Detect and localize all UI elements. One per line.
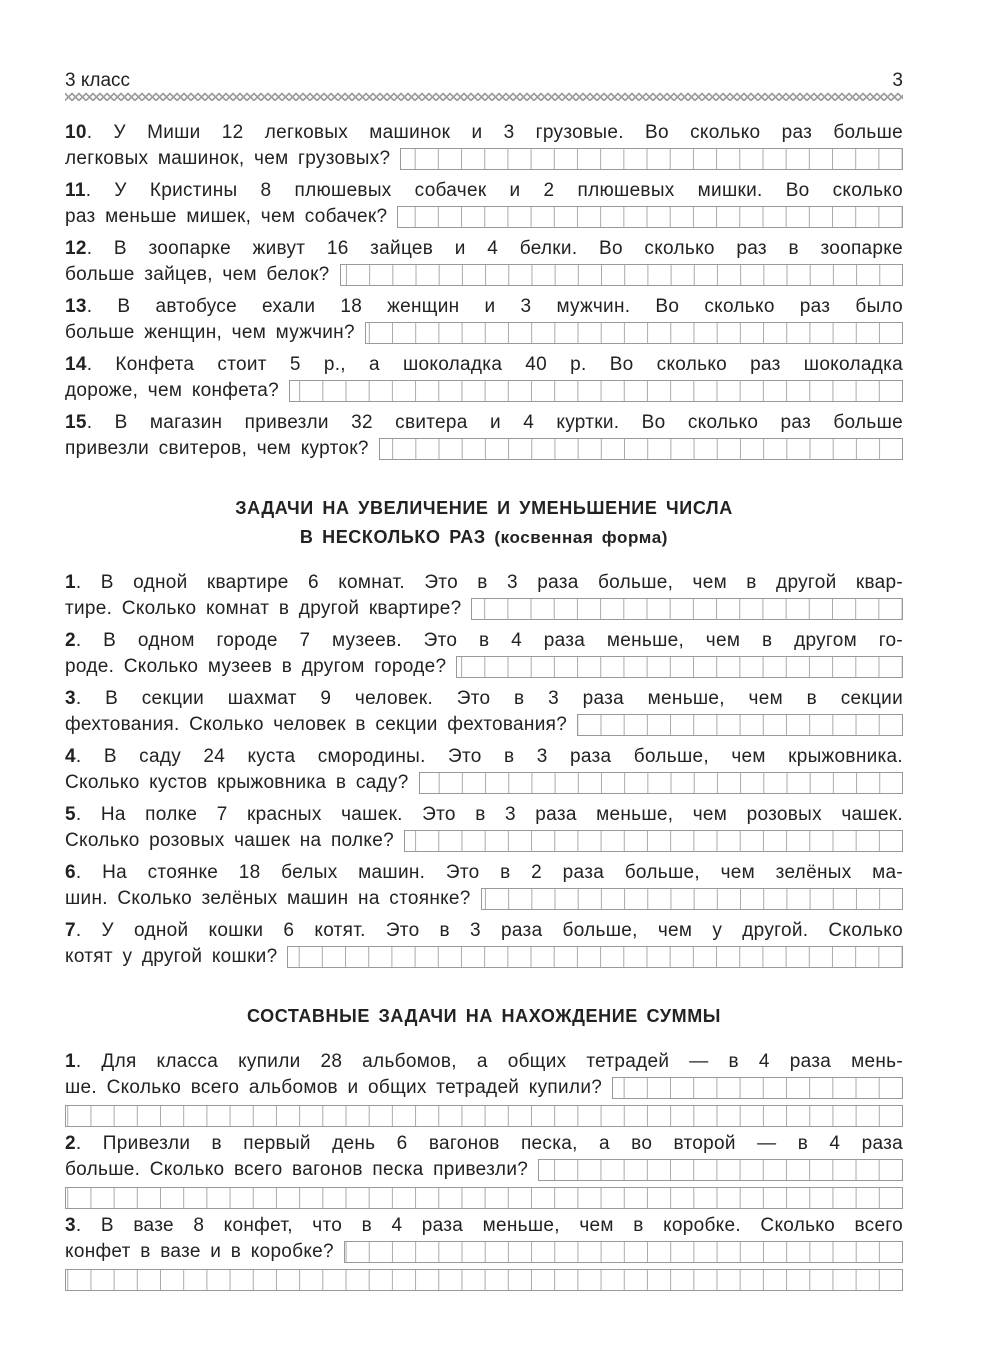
answer-grid[interactable] <box>481 888 903 910</box>
problem-question: раз меньше мишек, чем собачек? <box>65 206 388 227</box>
decorative-divider <box>65 92 903 101</box>
problem-line-2 <box>65 1075 903 1101</box>
problem-text: . У одной кошки 6 котят. Это в 3 раза больше, чем у другой. Сколько <box>75 920 903 941</box>
problem-number: 13 <box>65 296 87 317</box>
section-heading-2-line2 <box>0 527 968 548</box>
problem <box>65 1131 903 1209</box>
problem-line-2 <box>65 378 903 404</box>
problem-text: . В одной квартире 6 комнат. Это в 3 раза больше, чем в другой квар- <box>75 572 903 593</box>
problem-line-2 <box>65 1239 903 1265</box>
answer-grid[interactable] <box>538 1159 903 1181</box>
page-number: 3 <box>892 70 903 91</box>
problem-number: 1 <box>65 572 76 593</box>
problem-number: 15 <box>65 412 87 433</box>
heading-main: В НЕСКОЛЬКО РАЗ <box>299 527 486 547</box>
problem-number: 5 <box>65 804 76 825</box>
answer-grid[interactable] <box>287 946 903 968</box>
problem-number: 14 <box>65 354 87 375</box>
problem-number: 6 <box>65 862 76 883</box>
problem-line-2 <box>65 770 903 796</box>
answer-grid[interactable] <box>612 1077 903 1099</box>
answer-grid[interactable] <box>419 772 903 794</box>
problem-line-1 <box>65 1049 903 1075</box>
problem-text: . В автобусе ехали 18 женщин и 3 мужчин. Во сколько раз было <box>86 296 903 317</box>
answer-grid[interactable] <box>344 1241 903 1263</box>
answer-grid[interactable] <box>577 714 903 736</box>
problem-number: 11 <box>65 180 86 201</box>
problem-number: 7 <box>65 920 76 941</box>
grade-label: 3 класс <box>65 70 131 91</box>
problem-question: больше. Сколько всего вагонов песка привезли? <box>65 1159 529 1180</box>
problem <box>65 236 903 288</box>
problem <box>65 918 903 970</box>
problem-question: котят у другой кошки? <box>65 946 278 967</box>
answer-grid[interactable] <box>289 380 903 402</box>
answer-grid[interactable] <box>471 598 903 620</box>
problem-line-2 <box>65 828 903 854</box>
problem-text: . На стоянке 18 белых машин. Это в 2 раза больше, чем зелёных ма- <box>75 862 903 883</box>
problem <box>65 570 903 622</box>
answer-grid[interactable] <box>400 148 903 170</box>
problem-question: ше. Сколько всего альбомов и общих тетрадей купили? <box>65 1077 603 1098</box>
problem-text: . Привезли в первый день 6 вагонов песка, а во второй — в 4 раза <box>75 1133 903 1154</box>
problem-line-2 <box>65 596 903 622</box>
problem <box>65 178 903 230</box>
problem-text: . У Кристины 8 плюшевых собачек и 2 плюшевых мишки. Во сколько <box>85 180 903 201</box>
problem-number: 3 <box>65 688 76 709</box>
problem-line-1 <box>65 860 903 886</box>
problem-line-1 <box>65 744 903 770</box>
problem <box>65 294 903 346</box>
problem <box>65 744 903 796</box>
problem <box>65 860 903 912</box>
problem-text: . Конфета стоит 5 р., а шоколадка 40 р. Во сколько раз шоколадка <box>86 354 903 375</box>
problem-line-1 <box>65 686 903 712</box>
problem-line-1 <box>65 294 903 320</box>
problem-question: легковых машинок, чем грузовых? <box>65 148 391 169</box>
problem <box>65 802 903 854</box>
problem-text: . В магазин привезли 32 свитера и 4 куртки. Во сколько раз больше <box>86 412 903 433</box>
problem-line-2 <box>65 944 903 970</box>
problem <box>65 410 903 462</box>
problem-line-2 <box>65 262 903 288</box>
problem-question: привезли свитеров, чем курток? <box>65 438 369 459</box>
problem-line-1 <box>65 236 903 262</box>
problem-question: конфет в вазе и в коробке? <box>65 1241 334 1262</box>
problem-line-2 <box>65 320 903 346</box>
problem-line-1 <box>65 352 903 378</box>
problem-line-1 <box>65 120 903 146</box>
problem-line-2 <box>65 712 903 738</box>
solution-grid[interactable] <box>65 1269 903 1291</box>
problem-question: тире. Сколько комнат в другой квартире? <box>65 598 462 619</box>
problem <box>65 628 903 680</box>
answer-grid[interactable] <box>379 438 903 460</box>
problem-number: 3 <box>65 1215 76 1236</box>
problem-number: 4 <box>65 746 76 767</box>
problem-text: . В вазе 8 конфет, что в 4 раза меньше, чем в коробке. Сколько всего <box>75 1215 903 1236</box>
problem-question: шин. Сколько зелёных машин на стоянке? <box>65 888 471 909</box>
problem <box>65 1213 903 1291</box>
problem-question: фехтования. Сколько человек в секции фехтования? <box>65 714 568 735</box>
problem-line-1 <box>65 628 903 654</box>
problem-line-2 <box>65 146 903 172</box>
answer-grid[interactable] <box>456 656 903 678</box>
problem-text: . У Миши 12 легковых машинок и 3 грузовые. Во сколько раз больше <box>86 122 903 143</box>
problem <box>65 1049 903 1127</box>
problem-question: больше зайцев, чем белок? <box>65 264 330 285</box>
solution-grid[interactable] <box>65 1105 903 1127</box>
problem-text: . В зоопарке живут 16 зайцев и 4 белки. Во сколько раз в зоопарке <box>86 238 903 259</box>
problem-text: . В одном городе 7 музеев. Это в 4 раза меньше, чем в другом го- <box>75 630 903 651</box>
problem-line-1 <box>65 918 903 944</box>
section-heading-2-line1: ЗАДАЧИ НА УВЕЛИЧЕНИЕ И УМЕНЬШЕНИЕ ЧИСЛА <box>235 498 733 518</box>
problem-line-1 <box>65 802 903 828</box>
problem <box>65 352 903 404</box>
problem-number: 2 <box>65 1133 76 1154</box>
problem-question: дороже, чем конфета? <box>65 380 279 401</box>
problem-line-1 <box>65 1131 903 1157</box>
answer-grid[interactable] <box>404 830 903 852</box>
problem-number: 10 <box>65 122 87 143</box>
problem-number: 1 <box>65 1051 76 1072</box>
answer-grid[interactable] <box>340 264 903 286</box>
problem-line-2 <box>65 1157 903 1183</box>
problem-number: 12 <box>65 238 87 259</box>
answer-grid[interactable] <box>365 322 903 344</box>
problem-line-1 <box>65 570 903 596</box>
problem-number: 2 <box>65 630 76 651</box>
problem-question: Сколько кустов крыжовника в саду? <box>65 772 409 793</box>
problem-line-2 <box>65 886 903 912</box>
problem-text: . В саду 24 куста смородины. Это в 3 раза больше, чем крыжовника. <box>75 746 903 767</box>
problem-text: . На полке 7 красных чашек. Это в 3 раза меньше, чем розовых чашек. <box>75 804 903 825</box>
problem <box>65 120 903 172</box>
problem-text: . Для класса купили 28 альбомов, а общих тетрадей — в 4 раза мень- <box>75 1051 903 1072</box>
problem-line-1 <box>65 178 903 204</box>
section-heading-3: СОСТАВНЫЕ ЗАДАЧИ НА НАХОЖДЕНИЕ СУММЫ <box>246 1006 722 1026</box>
problem-line-2 <box>65 204 903 230</box>
heading-sub: (косвенная форма) <box>494 528 669 547</box>
problem-line-1 <box>65 410 903 436</box>
problem-question: Сколько розовых чашек на полке? <box>65 830 394 851</box>
problem-question: больше женщин, чем мужчин? <box>65 322 355 343</box>
solution-grid[interactable] <box>65 1187 903 1209</box>
problem-question: роде. Сколько музеев в другом городе? <box>65 656 447 677</box>
problem <box>65 686 903 738</box>
problem-text: . В секции шахмат 9 человек. Это в 3 раза меньше, чем в секции <box>75 688 903 709</box>
problem-line-2 <box>65 654 903 680</box>
answer-grid[interactable] <box>397 206 903 228</box>
problem-line-2 <box>65 436 903 462</box>
problem-line-1 <box>65 1213 903 1239</box>
